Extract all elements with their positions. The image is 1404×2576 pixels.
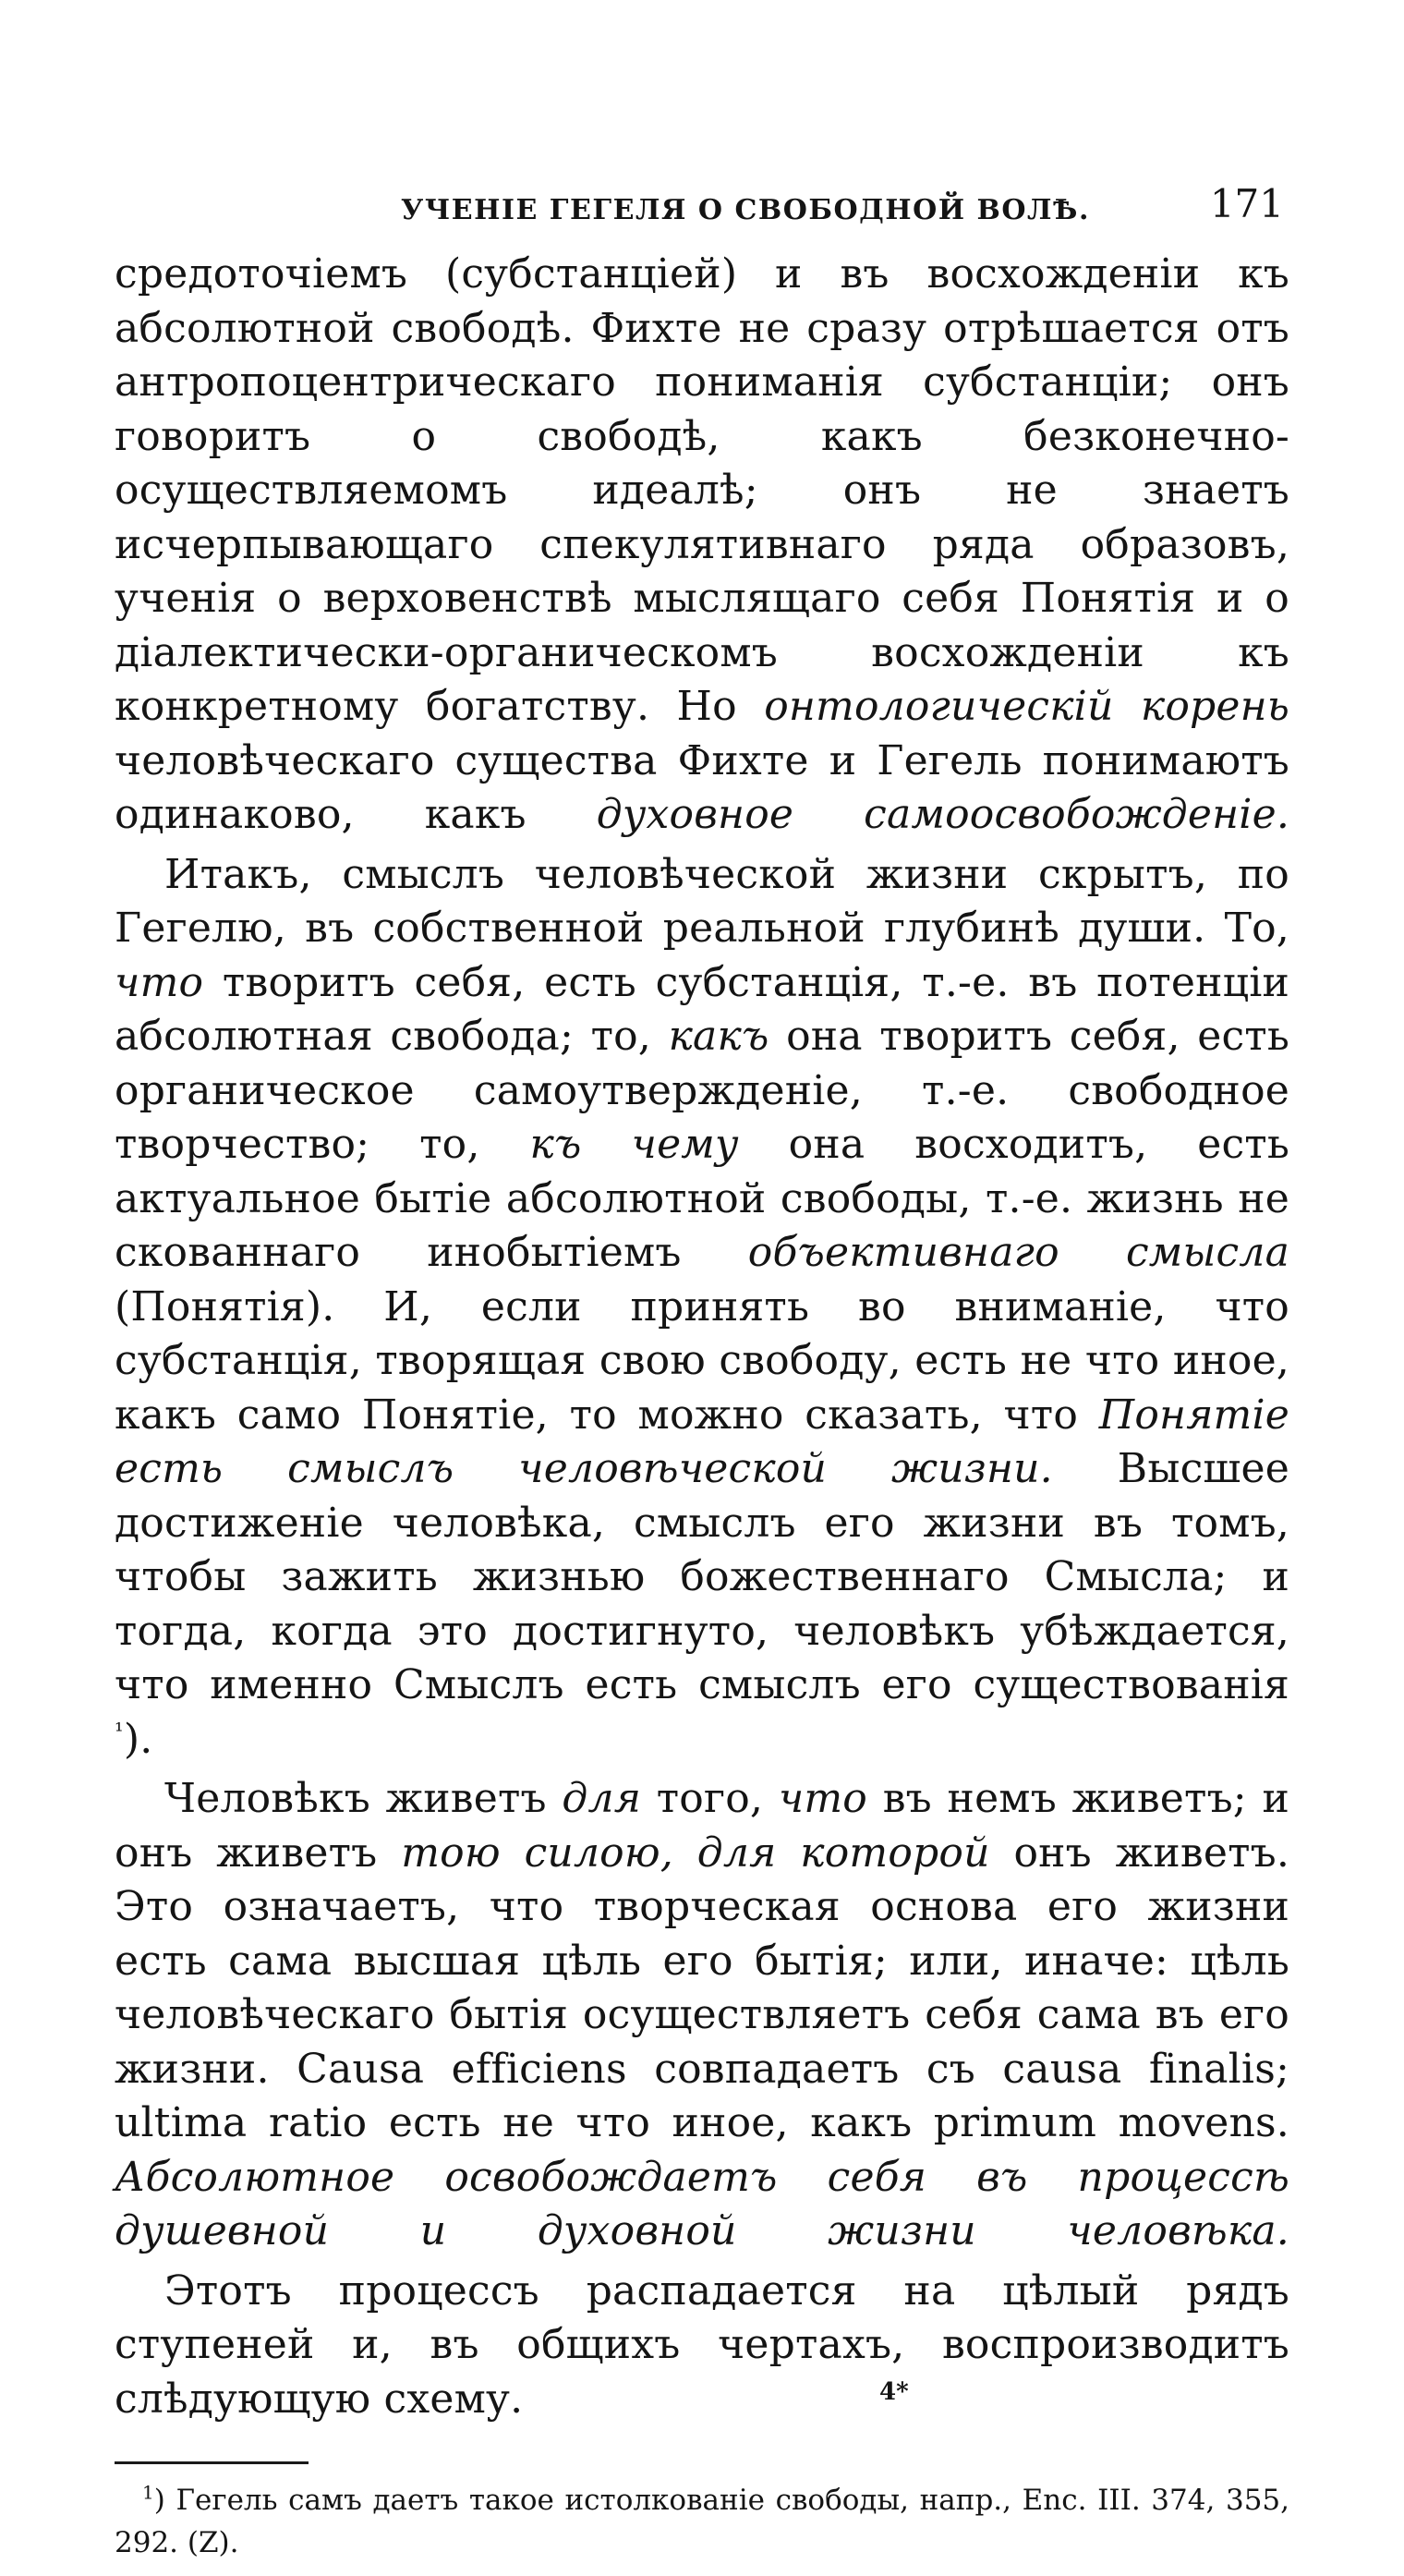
paragraph-2 [115, 848, 1289, 1768]
footnote-mark: 1 [142, 2481, 154, 2504]
text-run: того, [641, 1775, 779, 1822]
paragraph-4 [115, 2265, 1289, 2427]
text-run: она восходитъ, есть актуальное бытіе абсолютной свободы, т.-е. жизнь не скованнаго инобытіемъ [115, 1121, 1289, 1276]
text-run: Человѣкъ живетъ [164, 1775, 563, 1822]
text-run: творитъ себя, есть субстанція, т.-е. въ потенціи абсолютная свобода; то, [115, 958, 1289, 1060]
italic-run: къ чему [529, 1121, 739, 1168]
footnote-text: ) Гегель самъ даетъ такое истолкованіе свободы, напр., Enc. III. 374, 355, 292. (Z). [115, 2484, 1289, 2559]
text-run: въ немъ живетъ; и онъ живетъ [115, 1775, 1290, 1877]
italic-run: Понятіе есть смыслъ человѣческой жизни. [115, 1391, 1289, 1492]
text-run: Высшее достиженіе человѣка, смыслъ его жизни въ томъ, чтобы зажить жизнью божественнаго Смысла; и тогда, когда это достигнуто, человѣкъ убѣждается, что именно Смыслъ есть смыслъ его существованія [115, 1445, 1289, 1708]
italic-run: что [115, 958, 204, 1006]
italic-run: онтологическій корень [764, 683, 1289, 730]
italic-run: какъ [668, 1013, 769, 1060]
signature-mark: 4* [879, 2378, 909, 2406]
italic-run: для [562, 1775, 642, 1822]
text-run: Этотъ процессъ распадается на цѣлый рядъ ступеней и, въ общихъ чертахъ, воспроизводитъ слѣдующую схему. [115, 2266, 1289, 2423]
italic-run: что [778, 1775, 867, 1822]
paragraph-1 [115, 248, 1289, 843]
text-run: онъ живетъ. Это означаетъ, что творческая основа его жизни есть сама высшая цѣль его бытія; или, иначе: цѣль человѣческаго бытія осуществляетъ себя сама въ его жизни. Causa efficiens совпадаетъ съ causa finalis; ultima ratio есть не что иное, какъ primum movens. [115, 1829, 1290, 2146]
footnote [115, 2479, 1289, 2564]
italic-run: Абсолютное освобождаетъ себя въ процессѣ душевной и духовной жизни человѣка. [115, 2153, 1289, 2254]
italic-run: духовное самоосвобожденіе. [596, 791, 1290, 838]
running-title: УЧЕНІЕ ГЕГЕЛЯ О СВОБОДНОЙ ВОЛѢ. [401, 194, 1090, 226]
text-run: ). [123, 1715, 153, 1763]
text-run: Итакъ, смыслъ человѣческой жизни скрытъ, по Гегелю, въ собственной реальной глубинѣ души. То, [115, 850, 1289, 952]
italic-run: тою силою, для которой [401, 1829, 990, 1877]
page-number: 171 [1209, 181, 1284, 226]
book-page [115, 176, 1289, 2564]
text-run: человѣческаго существа Фихте и Гегель понимаютъ одинаково, какъ [115, 736, 1289, 838]
footnote-divider [115, 2461, 309, 2464]
text-run: она творитъ себя, есть органическое самоутвержденіе, т.-е. свободное творчество; то, [115, 1013, 1290, 1168]
running-head [115, 176, 1289, 248]
footnote-ref: ¹ [115, 1717, 124, 1744]
text-run: (Понятія). И, если принять во вниманіе, что субстанція, творящая свою свободу, есть не что иное, какъ само Понятіе, то можно сказать, что [115, 1282, 1289, 1439]
paragraph-3 [115, 1772, 1289, 2259]
italic-run: объективнаго смысла [747, 1229, 1289, 1276]
text-run: средоточіемъ (субстанціей) и въ восхожденіи къ абсолютной свободѣ. Фихте не сразу отрѣшается отъ антропоцентрическаго пониманія субстанціи; онъ говоритъ о свободѣ, какъ безконечно-осуществляемомъ идеалѣ; онъ не знаетъ исчерпывающаго спекулятивнаго ряда образовъ, ученія о верховенствѣ мыслящаго себя Понятія и о діалектически-органическомъ восхожденіи къ конкретному богатству. Но [115, 250, 1289, 730]
